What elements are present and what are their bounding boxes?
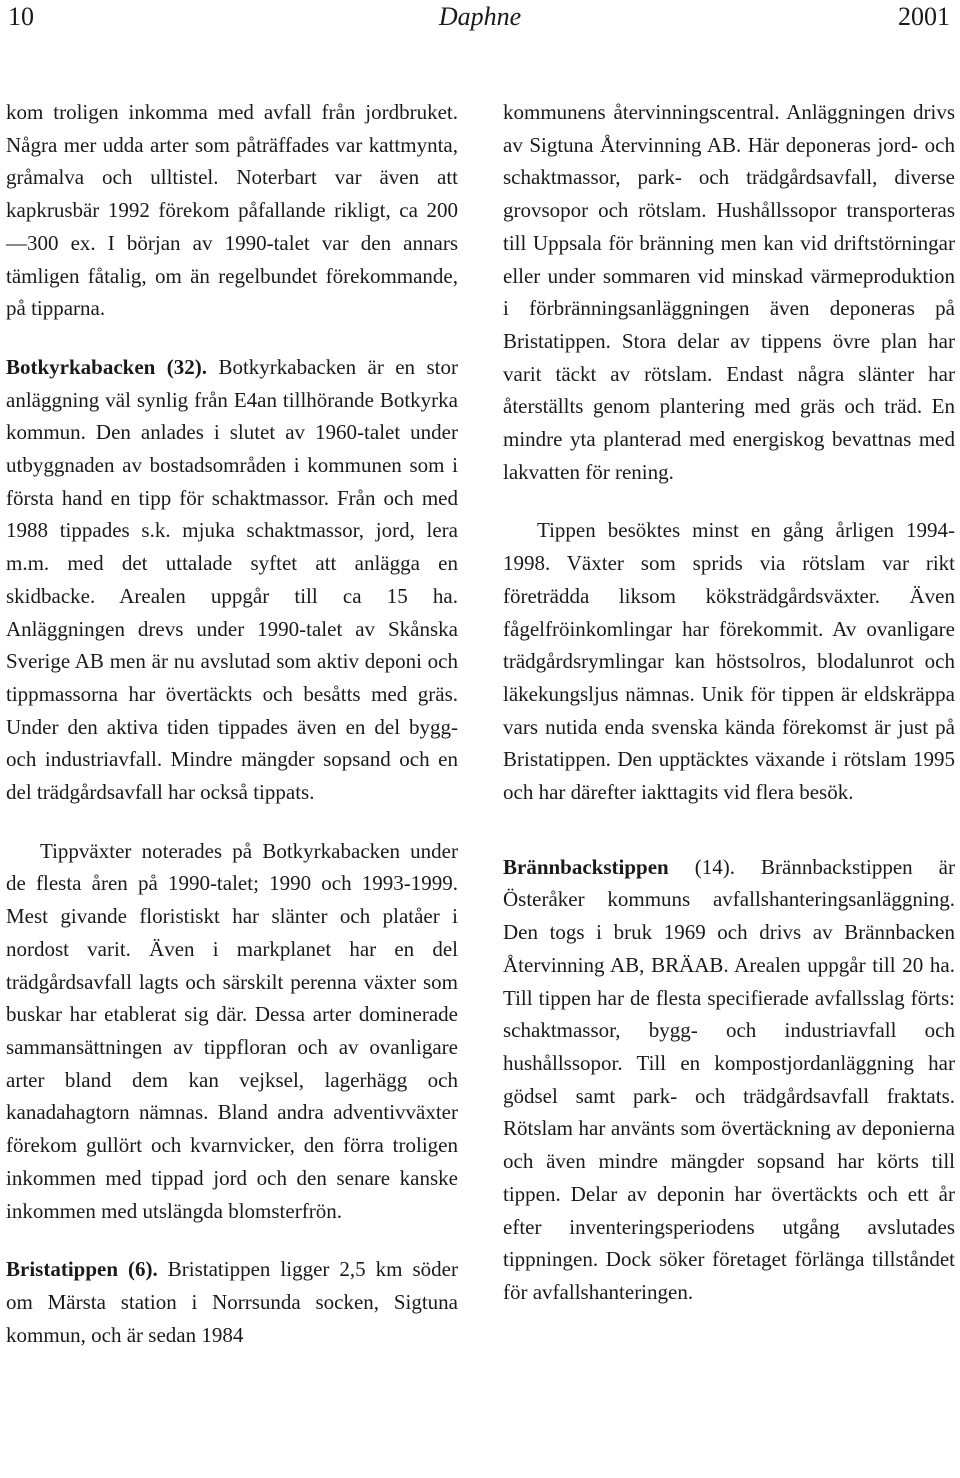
left-column [6,96,458,1351]
paragraph-text: (14). Brännbackstippen är Österåker kommuns avfallshanteringsanläggning. Den togs i bruk 1969 och drivs av Brännbacken Återvinning AB, BRÄAB. Arealen uppgår till 20 ha. Till tippen har de flesta specifierade avfallsslag förts: schaktmassor, bygg- och industriavfall och hushållssopor. Till en kompostjordanläggning har gödsel samt park- och trädgårdsavfall fraktats. Rötslam har använts som övertäckning av deponierna och även mindre mängder sopsand har körts till tippen. Delar av deponin har övertäckts och ett år efter inventeringsperiodens utgång avslutades tippningen. Dock söker företaget förlänga tillståndet för avfallshanteringen. [503,854,955,1304]
journal-title: Daphne [438,2,522,31]
page-number: 10 [8,2,34,31]
publication-year: 2001 [898,2,950,31]
paragraph-text: Bristatippen ligger 2,5 km söder om Märsta station i Norrsunda socken, Sigtuna kommun, och är sedan 1984 [6,1257,458,1347]
paragraph-brannbackstippen [503,851,955,1309]
paragraph-text: Botkyrkabacken är en stor anläggning väl synlig från E4an tillhörande Botkyrka kommun. Den anlades i slutet av 1960-talet under utbyggnaden av bostadsområden i kommunen som i första hand en tipp för schaktmassor. Från och med 1988 tippades s.k. mjuka schaktmassor, jord, lera m.m. med det uttalade syftet att anlägga en skidbacke. Arealen uppgår till ca 15 ha. Anläggningen drevs under 1990-talet av Skånska Sverige AB men är nu avslutad som aktiv deponi och tippmassorna har övertäckts och besåtts med gräs. Under den aktiva tiden tippades även en del bygg- och industriavfall. Mindre mängder sopsand och en del trädgårdsavfall har också tippats. [6,354,458,805]
paragraph-tippen-besoktes: Tippen besöktes minst en gång årligen 1994-1998. Växter som sprids via rötslam var rikt företrädda liksom köksträdgårdsväxter. Även fågelfröinkomlingar har förekommit. Av ovanligare trädgårdsrymlingar kan höstsolros, blodalunrot och läkekungsljus nämnas. Unik för tippen är eldskräppa vars nutida enda svenska kända förekomst är just på Bristatippen. Den upptäcktes växande i rötslam 1995 och har därefter iakttagits vid flera besök. [503,518,955,805]
paragraph-botkyrkabacken [6,351,458,809]
paragraph-bristatippen [6,1253,458,1351]
section-heading-bristatippen: Bristatippen (6). [6,1257,158,1282]
paragraph-tippvaxter: Tippväxter noterades på Botkyrkabacken under de flesta åren på 1990-talet; 1990 och 1993-1999. Mest givande floristiskt har slänter och platåer i nordost varit. Även i markplanet har en del trädgårdsavfall lagts och särskilt perenna växter som buskar har etablerat sig där. Dessa arter dominerade sammansättningen av tippfloran och av ovanligare arter bland dem kan vejksel, lagerhägg och kanadahagtorn nämnas. Bland andra adventivväxter förekom gullört och kvarnvicker, den förra troligen inkommen med tippad jord och den senare kanske inkommen med utslängda blomsterfrön. [6,838,458,1223]
paragraph-atervinningscentral: kommunens återvinningscentral. Anläggningen drivs av Sigtuna Återvinning AB. Här deponeras jord- och schaktmassor, park- och trädgårdsavfall, diverse grovsopor och rötslam. Hushållssopor transporteras till Uppsala för bränning men kan vid driftstörningar eller under sommaren vid minskad värmeproduktion i förbränningsanläggningen även deponeras på Bristatippen. Stora delar av tippens övre plan har varit täckt av rötslam. Endast några slänter har återställts genom plantering med gräs och träd. En mindre yta planterad med energiskog bevattnas med lakvatten för rening. [503,100,955,484]
page-header [0,0,960,36]
section-heading-brannbackstippen: Brännbackstippen [503,854,669,879]
section-heading-botkyrkabacken: Botkyrkabacken (32). [6,354,208,379]
paragraph-continuation: kom troligen inkomma med avfall från jordbruket. Några mer udda arter som påträffades var kattmynta, gråmalva och ulltistel. Noterbart var även att kapkrusbär 1992 förekom påfallande rikligt, ca 200—300 ex. I början av 1990-talet var den annars tämligen fåtalig, om än regelbundet förekommande, på tipparna. [6,100,458,321]
right-column [503,96,955,1309]
